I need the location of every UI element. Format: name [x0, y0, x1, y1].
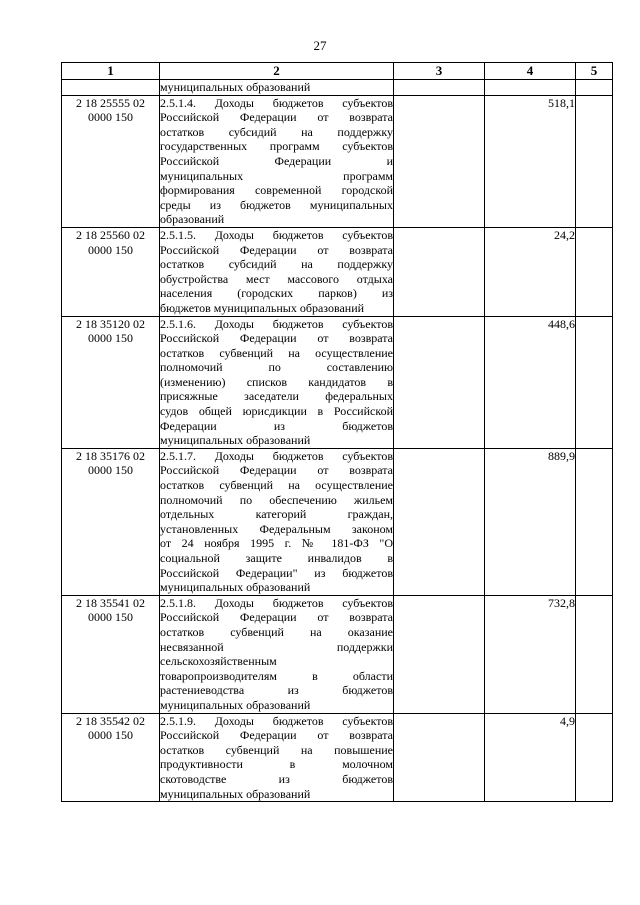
col5-cell — [576, 713, 613, 802]
table-row — [62, 448, 613, 595]
income-description-line: растениеводства из бюджетов — [160, 683, 393, 698]
income-description-line: Российской Федерации и — [160, 153, 393, 168]
table-header-row — [62, 63, 613, 80]
income-description-line: муниципальных образований — [160, 433, 311, 448]
income-description-cell — [160, 448, 394, 595]
income-description-line: Российской Федерации от возврата — [160, 610, 393, 625]
income-description-line: остатков субсидий на поддержку — [160, 257, 393, 272]
amount-cell: 448,6 — [485, 316, 576, 448]
income-description-line: формирования современной городской — [160, 183, 393, 198]
income-description-line: Российской Федерации от возврата — [160, 728, 393, 743]
income-description-line: остатков субвенций на осуществление — [160, 345, 393, 360]
page-number: 27 — [313, 38, 327, 53]
amount-cell: 889,9 — [485, 448, 576, 595]
budget-code-line: 0000 150 — [88, 331, 133, 346]
continuation-amount — [485, 80, 576, 96]
income-description-line: от 24 ноября 1995 г. № 181-ФЗ "О — [160, 536, 393, 551]
col3-cell — [394, 595, 485, 713]
income-description-line: бюджетов муниципальных образований — [160, 300, 365, 315]
income-description-line: 2.5.1.4. Доходы бюджетов субъектов — [160, 95, 393, 110]
header-col-4: 4 — [485, 63, 576, 80]
col5-cell — [576, 95, 613, 227]
income-description-line: скотоводстве из бюджетов — [160, 771, 393, 786]
table-row — [62, 227, 613, 316]
income-description-line: муниципальных образований — [160, 580, 311, 595]
col5-cell — [576, 316, 613, 448]
income-description-line: образований — [160, 212, 225, 227]
income-description-line: социальной защите инвалидов в — [160, 551, 393, 565]
budget-code-line: 2 18 25555 02 — [76, 95, 145, 110]
income-description-line: 2.5.1.6. Доходы бюджетов субъектов — [160, 316, 393, 331]
budget-code-cell — [62, 713, 160, 802]
budget-code-line: 0000 150 — [88, 728, 133, 743]
col5-cell — [576, 448, 613, 595]
income-description-line: отдельных категорий граждан, — [160, 507, 393, 522]
header-col-1: 1 — [62, 63, 160, 80]
col3-cell — [394, 713, 485, 802]
income-description-line: Российской Федерации от возврата — [160, 242, 393, 257]
continuation-text — [160, 80, 394, 96]
income-description-line: остатков субвенций на оказание — [160, 624, 393, 639]
header-col-3: 3 — [394, 63, 485, 80]
income-description-line: государственных программ субъектов — [160, 139, 393, 154]
budget-code-line: 0000 150 — [88, 110, 133, 125]
amount-cell: 24,2 — [485, 227, 576, 316]
table-row — [62, 713, 613, 802]
col3-cell — [394, 95, 485, 227]
table-row — [62, 595, 613, 713]
col5-cell — [576, 595, 613, 713]
income-description-line: полномочий по составлению — [160, 360, 393, 375]
table-row — [62, 316, 613, 448]
income-description-line: муниципальных образований — [160, 786, 311, 801]
budget-code-line: 2 18 25560 02 — [76, 227, 145, 242]
budget-code-line: 0000 150 — [88, 610, 133, 625]
header-col-5: 5 — [576, 63, 613, 80]
table-row — [62, 95, 613, 227]
income-description-line: Российской Федерации" из бюджетов — [160, 565, 393, 580]
budget-code-cell — [62, 316, 160, 448]
continuation-col3 — [394, 80, 485, 96]
income-description-line: остатков субсидий на поддержку — [160, 124, 393, 139]
header-col-2: 2 — [160, 63, 394, 80]
income-description-line: товаропроизводителям в области — [160, 668, 393, 683]
amount-cell: 518,1 — [485, 95, 576, 227]
income-description-line: остатков субвенций на осуществление — [160, 478, 393, 493]
income-description-cell — [160, 316, 394, 448]
income-description-line: установленных Федеральным законом — [160, 521, 393, 536]
budget-code-cell — [62, 448, 160, 595]
income-description-cell — [160, 227, 394, 316]
budget-table — [61, 62, 613, 802]
budget-code-line: 0000 150 — [88, 242, 133, 257]
income-description-line: обустройства мест массового отдыха — [160, 271, 393, 286]
income-description-line: 2.5.1.7. Доходы бюджетов субъектов — [160, 448, 393, 463]
income-description-line: муниципальных программ — [160, 168, 393, 183]
income-description-line: судов общей юрисдикции в Российской — [160, 404, 393, 419]
income-description-line: Российской Федерации от возврата — [160, 110, 393, 125]
income-description-line: Российской Федерации от возврата — [160, 463, 393, 478]
budget-code-cell — [62, 95, 160, 227]
income-description-line: полномочий по обеспечению жильем — [160, 492, 393, 507]
continuation-code-cell — [62, 80, 160, 96]
income-description-line: Федерации из бюджетов — [160, 418, 393, 433]
income-description-line: 2.5.1.9. Доходы бюджетов субъектов — [160, 713, 393, 728]
income-description-line: (изменению) списков кандидатов в — [160, 374, 393, 389]
budget-code-line: 2 18 35541 02 — [76, 595, 145, 610]
col3-cell — [394, 316, 485, 448]
continuation-text-line: муниципальных образований — [160, 80, 311, 94]
budget-code-line: 0000 150 — [88, 463, 133, 478]
income-description-line: среды из бюджетов муниципальных — [160, 197, 393, 212]
col5-cell — [576, 227, 613, 316]
amount-cell: 732,8 — [485, 595, 576, 713]
income-description-line: остатков субвенций на повышение — [160, 742, 393, 757]
table-body — [62, 80, 613, 802]
income-description-line: несвязанной поддержки — [160, 639, 393, 654]
budget-code-cell — [62, 595, 160, 713]
col3-cell — [394, 448, 485, 595]
budget-code-cell — [62, 227, 160, 316]
income-description-line: 2.5.1.5. Доходы бюджетов субъектов — [160, 227, 393, 242]
budget-code-line: 2 18 35542 02 — [76, 713, 145, 728]
income-description-cell — [160, 595, 394, 713]
budget-code-line: 2 18 35176 02 — [76, 448, 145, 463]
continuation-col5 — [576, 80, 613, 96]
budget-code-line: 2 18 35120 02 — [76, 316, 145, 331]
income-description-line: населения (городских парков) из — [160, 286, 393, 301]
income-description-line: сельскохозяйственным — [160, 654, 277, 669]
income-description-line: продуктивности в молочном — [160, 757, 393, 772]
income-description-cell — [160, 713, 394, 802]
income-description-line: присяжные заседатели федеральных — [160, 389, 393, 404]
col3-cell — [394, 227, 485, 316]
amount-cell: 4,9 — [485, 713, 576, 802]
income-description-line: муниципальных образований — [160, 697, 311, 712]
income-description-cell — [160, 95, 394, 227]
continuation-row — [62, 80, 613, 96]
income-description-line: 2.5.1.8. Доходы бюджетов субъектов — [160, 595, 393, 610]
income-description-line: Российской Федерации от возврата — [160, 331, 393, 346]
